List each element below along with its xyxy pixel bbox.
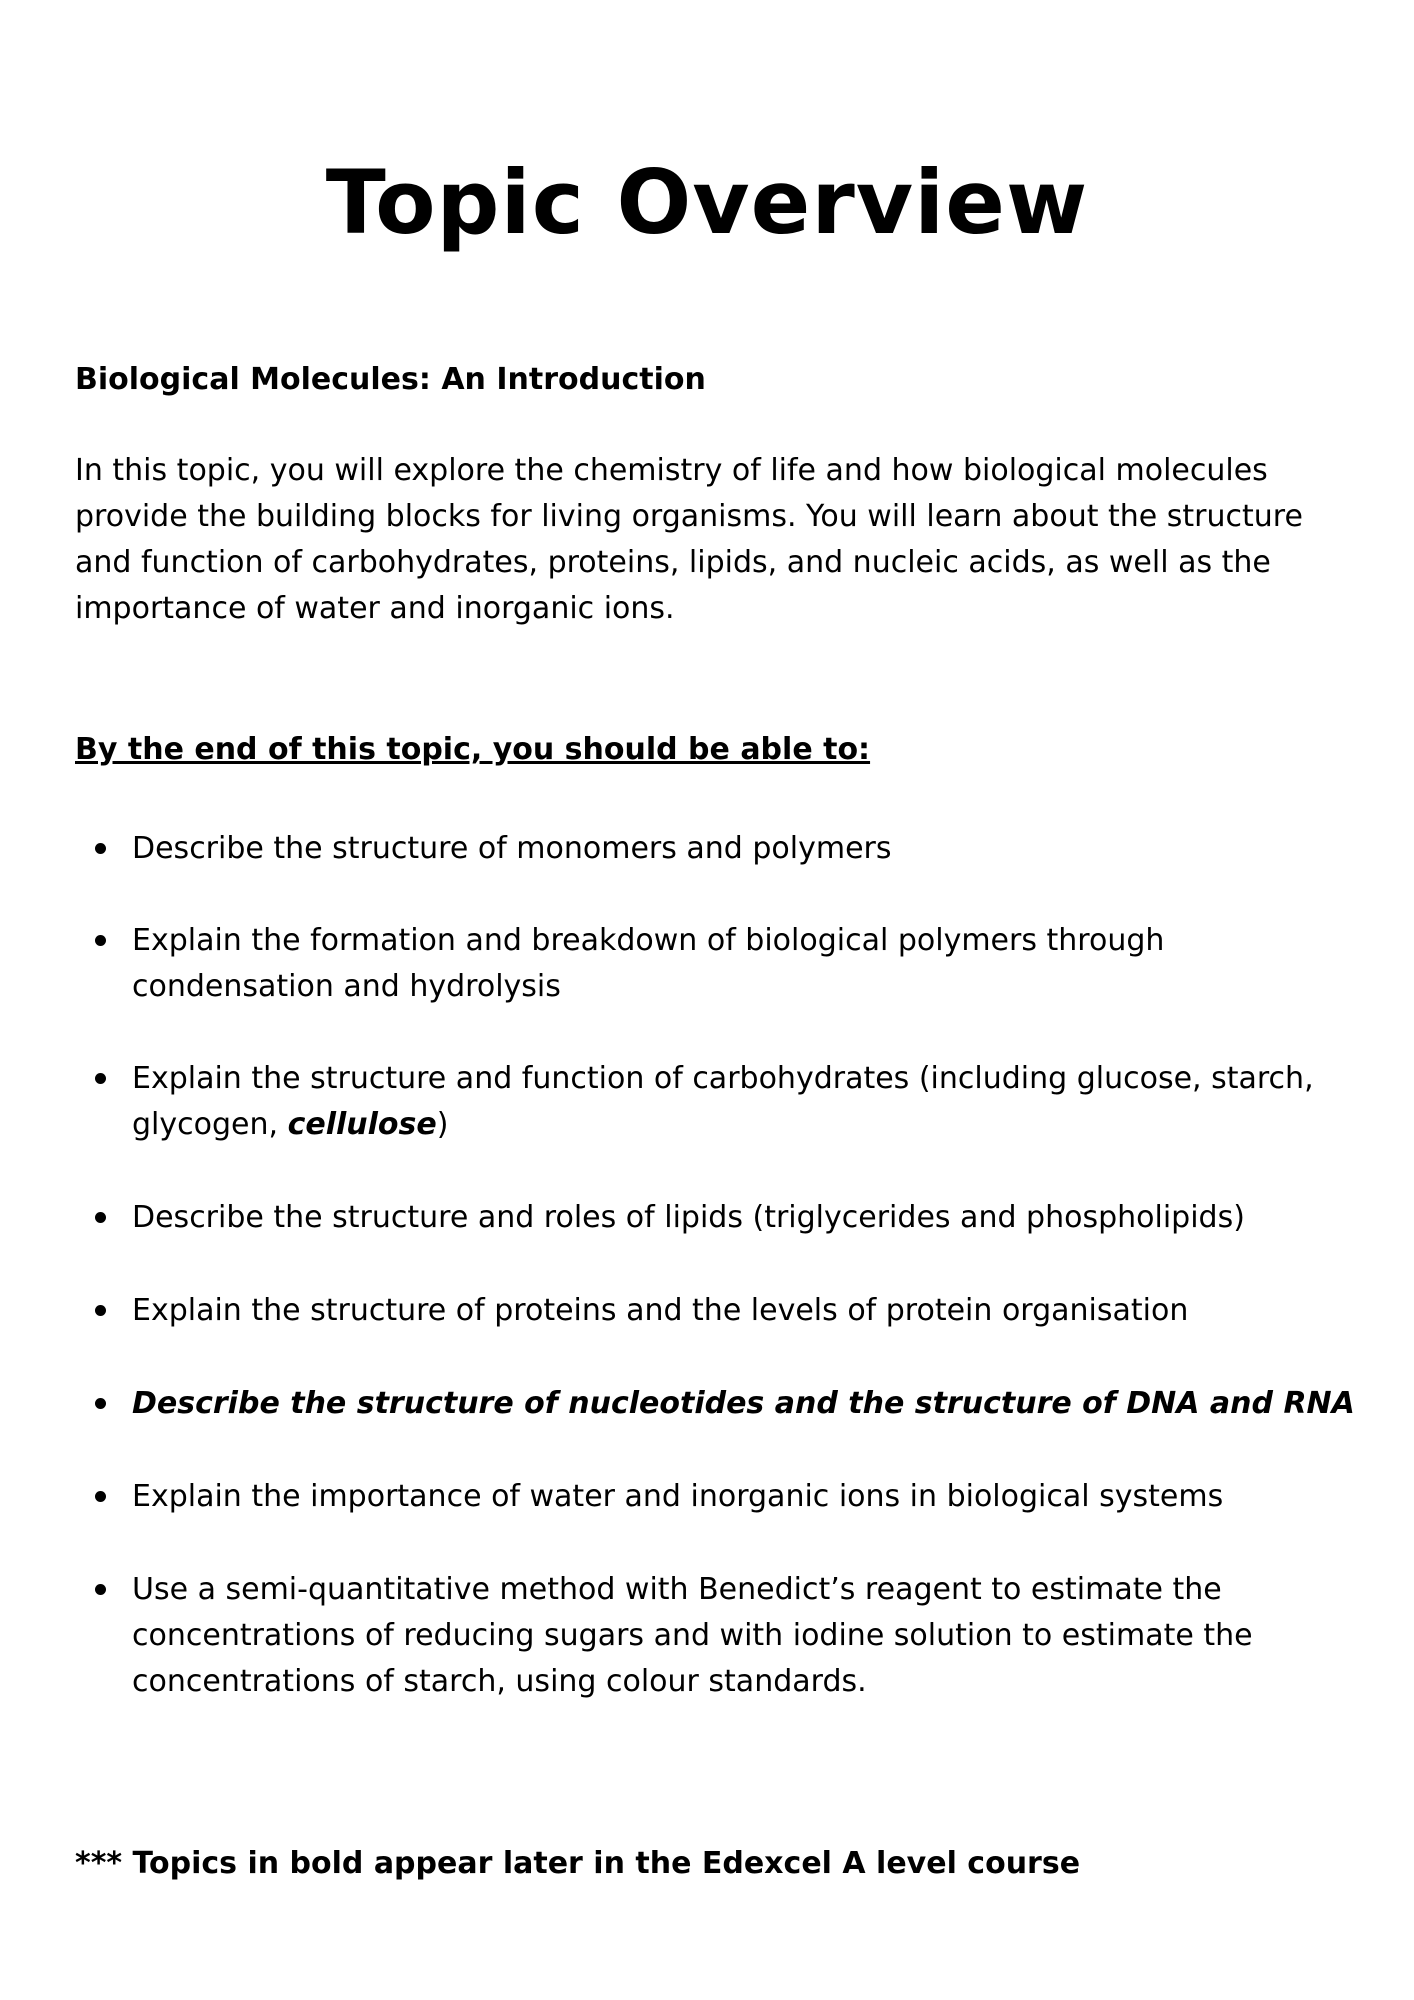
objective-item [75, 918, 1375, 1010]
objective-text: Explain the importance of water and inorganic ions in biological systems [132, 1479, 1224, 1514]
objective-text: Use a semi-quantitative method with Benedict’s reagent to estimate the concentrations of reducing sugars and with iodine solution to estimate the concentrations of starch, using colour standards. [132, 1572, 1253, 1699]
objective-item [75, 1474, 1375, 1520]
objective-text: Describe the structure of nucleotides and the structure of DNA and RNA [132, 1386, 1355, 1421]
objectives-heading: By the end of this topic, you should be able to: [75, 732, 871, 767]
objective-text: Describe the structure and roles of lipids (triglycerides and phospholipids) [132, 1200, 1245, 1235]
intro-paragraph: In this topic, you will explore the chemistry of life and how biological molecules provide the building blocks for living organisms. You will learn about the structure and function of carbohydrates, proteins, lipids, and nucleic acids, as well as the importance of water and inorganic ions. [75, 453, 1303, 626]
bullet-icon [95, 935, 106, 946]
emphasized-term: cellulose [287, 1107, 437, 1142]
bullet-icon [95, 1073, 106, 1084]
bullet-icon [95, 1491, 106, 1502]
objective-text [132, 1056, 1372, 1148]
objective-item [75, 1056, 1375, 1148]
objective-text: Explain the structure of proteins and the levels of protein organisation [132, 1293, 1189, 1328]
footnote: *** Topics in bold appear later in the Edexcel A level course [75, 1846, 1081, 1881]
objective-text-start: Explain the structure and function of carbohydrates (including glucose, starch, glycogen, [132, 1061, 1314, 1142]
objective-text-end: ) [436, 1107, 449, 1142]
bullet-icon [95, 1584, 106, 1595]
section-subtitle: Biological Molecules: An Introduction [75, 362, 706, 397]
objective-item [75, 826, 1375, 872]
bullet-icon [95, 1398, 106, 1409]
objective-item [75, 1195, 1375, 1241]
objective-item [75, 1381, 1375, 1427]
page-title: Topic Overview [325, 151, 1089, 254]
objective-text: Describe the structure of monomers and polymers [132, 831, 892, 866]
bullet-icon [95, 1305, 106, 1316]
bullet-icon [95, 843, 106, 854]
bullet-icon [95, 1212, 106, 1223]
objective-item [75, 1567, 1375, 1705]
objective-item [75, 1288, 1375, 1334]
objective-text: Explain the formation and breakdown of biological polymers through condensation and hydrolysis [132, 923, 1165, 1004]
